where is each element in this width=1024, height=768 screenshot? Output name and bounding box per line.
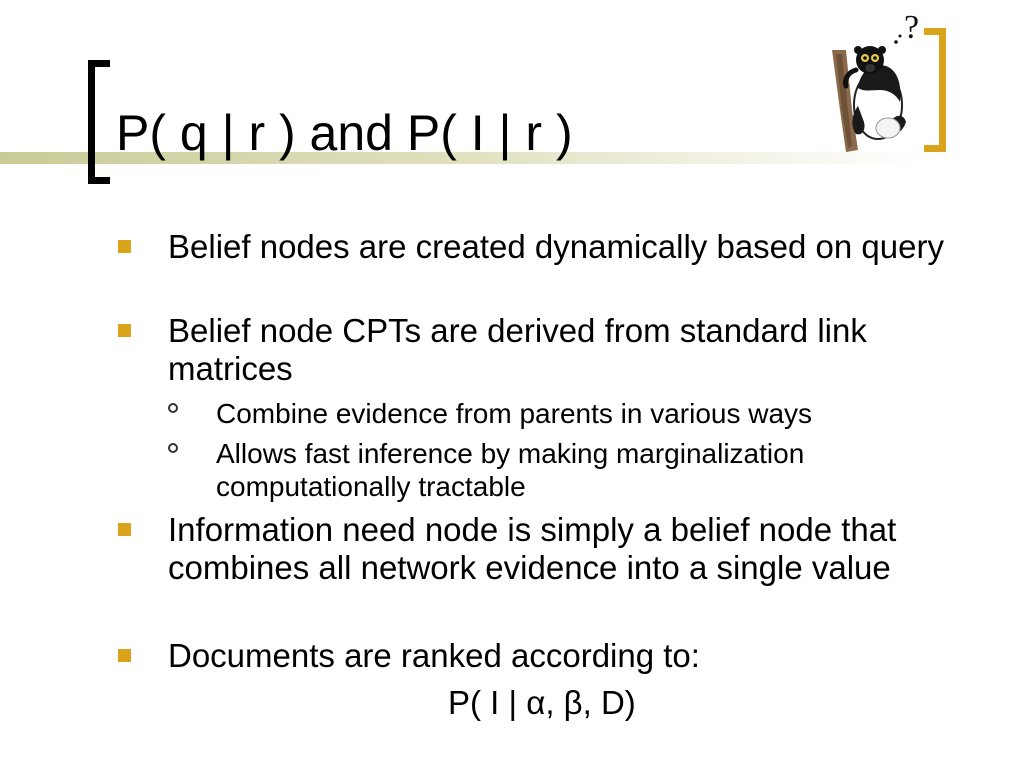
sub-bullet-text: Combine evidence from parents in various ways <box>216 398 813 429</box>
square-bullet-icon <box>118 649 131 662</box>
slide-title: P( q | r ) and P( I | r ) <box>116 105 573 161</box>
bullet-text: Documents are ranked according to: <box>168 637 700 674</box>
square-bullet-icon <box>118 523 131 536</box>
bullet-text: Belief nodes are created dynamically based on query <box>168 228 944 265</box>
question-mark-glyph: ? <box>904 10 920 46</box>
square-bullet-icon <box>118 240 131 253</box>
bullet-text: Information need node is simply a belief node that combines all network evidence into a single value <box>168 511 897 586</box>
bullet-text: Belief node CPTs are derived from standard link matrices <box>168 312 867 387</box>
ranking-formula: P( I | α, β, D) <box>448 684 636 721</box>
hollow-circle-bullet-icon <box>168 443 178 453</box>
hollow-circle-bullet-icon <box>168 403 178 413</box>
sub-bullet-text: Allows fast inference by making marginalization computationally tractable <box>216 438 805 502</box>
square-bullet-icon <box>118 324 131 337</box>
